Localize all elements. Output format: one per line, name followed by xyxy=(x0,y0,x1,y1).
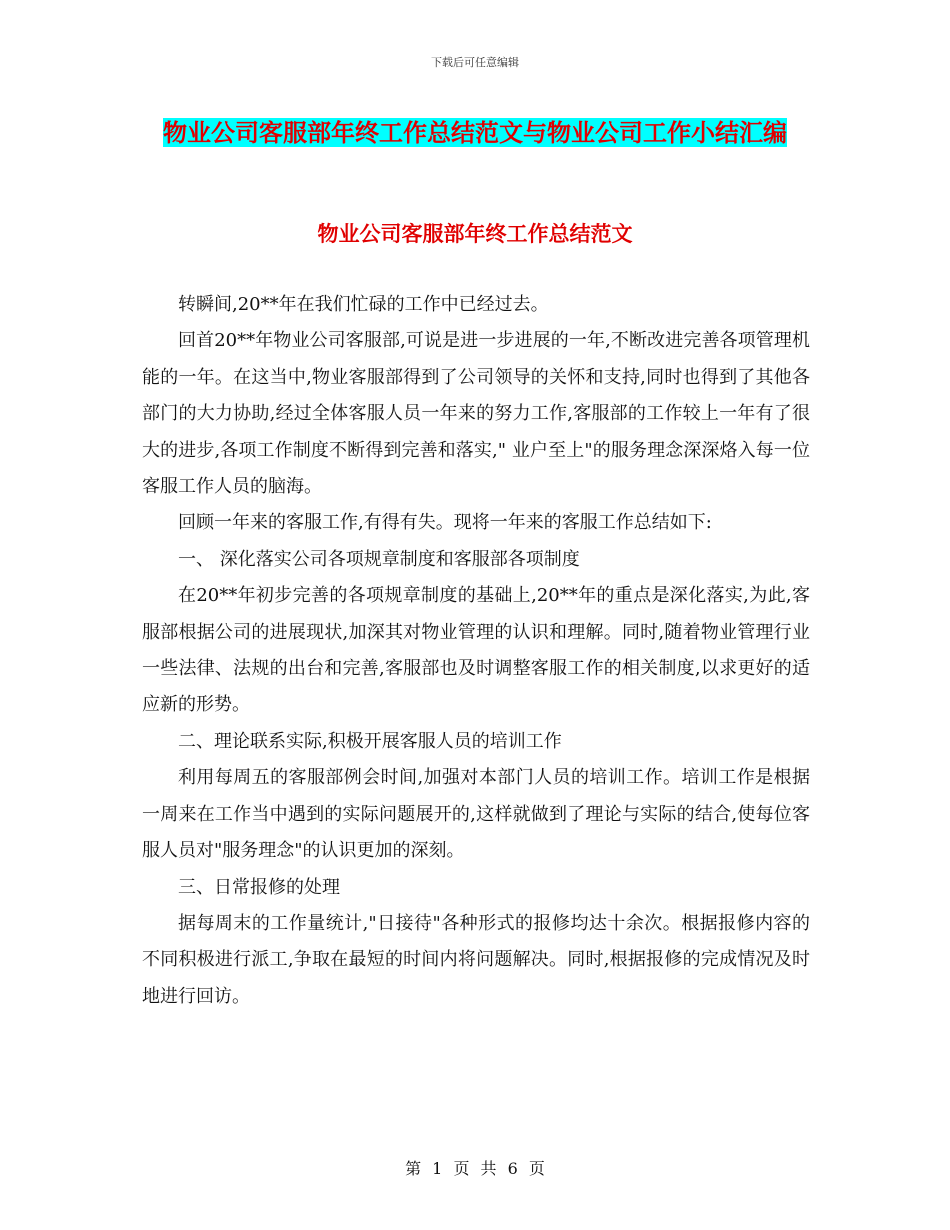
paragraph: 回顾一年来的客服工作,有得有失。现将一年来的客服工作总结如下: xyxy=(178,512,712,534)
section-heading: 一、 深化落实公司各项规章制度和客服部各项制度 xyxy=(178,548,580,570)
paragraph: 利用每周五的客服部例会时间,加强对本部门人员的培训工作。培训工作是根据一周来在工作当中遇到的实际问题展开的,这样就做到了理论与实际的结合,使每位客服人员对"服务理念"的认识更加的深刻。 xyxy=(142,767,810,862)
main-title-text: 物业公司客服部年终工作总结范文与物业公司工作小结汇编 xyxy=(163,118,787,147)
section-title: 物业公司客服部年终工作总结范文 xyxy=(317,221,633,246)
paragraph: 回首20**年物业公司客服部,可说是进一步进展的一年,不断改进完善各项管理机能的一年。在这当中,物业客服部得到了公司领导的关怀和支持,同时也得到了其他各部门的大力协助,经过全体客服人员一年来的努力工作,客服部的工作较上一年有了很大的进步,各项工作制度不断得到完善和落实," 业户至上"的服务理念深深烙入每一位客服工作人员的脑海。 xyxy=(142,330,810,498)
section-heading: 二、理论联系实际,积极开展客服人员的培训工作 xyxy=(178,730,562,752)
paragraph: 据每周末的工作量统计,"日接待"各种形式的报修均达十余次。根据报修内容的不同积极进行派工,争取在最短的时间内将问题解决。同时,根据报修的完成情况及时地进行回访。 xyxy=(142,912,810,1007)
body-text xyxy=(142,287,810,1015)
main-title xyxy=(140,108,810,158)
page-footer: 第 1 页 共 6 页 xyxy=(405,1159,545,1178)
paragraph: 在20**年初步完善的各项规章制度的基础上,20**年的重点是深化落实,为此,客服部根据公司的进展现状,加深其对物业管理的认识和理解。同时,随着物业管理行业一些法律、法规的出台和完善,客服部也及时调整客服工作的相关制度,以求更好的适应新的形势。 xyxy=(142,585,810,716)
paragraph: 转瞬间,20**年在我们忙碌的工作中已经过去。 xyxy=(178,294,549,315)
section-heading: 三、日常报修的处理 xyxy=(178,876,340,898)
header-note: 下载后可任意编辑 xyxy=(431,56,519,69)
